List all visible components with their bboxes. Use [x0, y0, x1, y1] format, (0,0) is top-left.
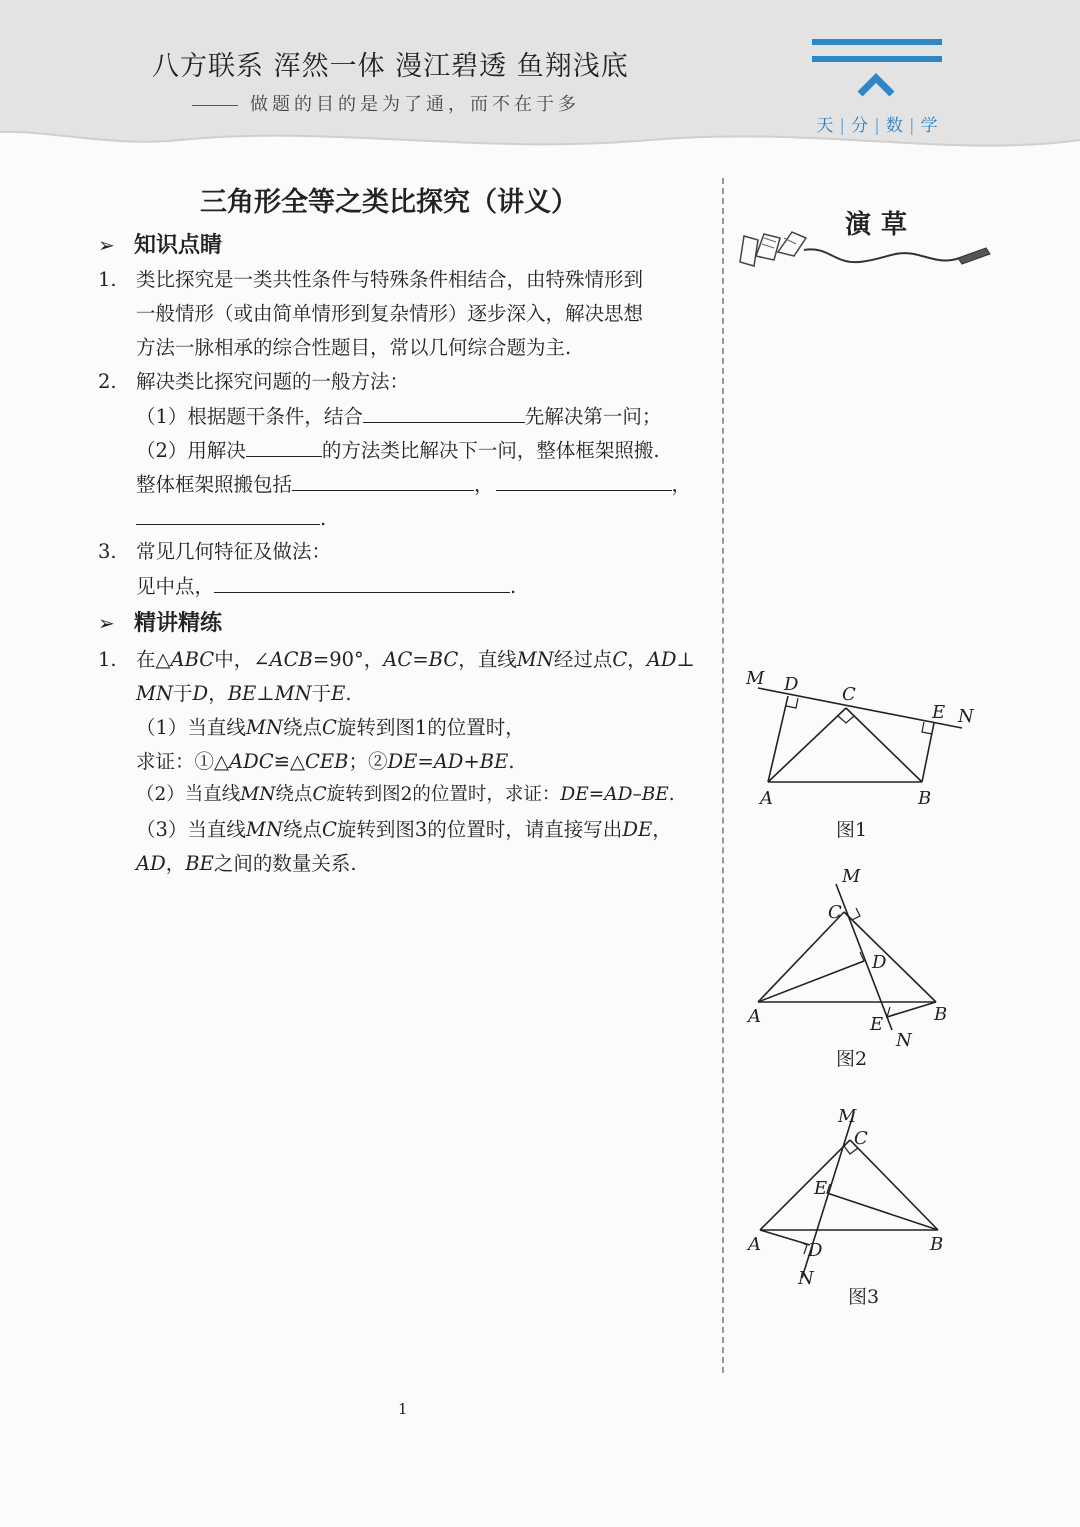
brand-char-3: 数 — [885, 116, 903, 136]
fig1-label-N: N — [958, 706, 974, 727]
fig3-label-A: A — [748, 1234, 761, 1255]
problem-number: 1. — [98, 648, 117, 671]
header-slogan: 八方联系 浑然一体 漫江碧透 鱼翔浅底 — [152, 51, 629, 82]
fig1-label-M: M — [746, 668, 765, 689]
figure-2-caption: 图2 — [836, 1048, 868, 1070]
knowledge-item-1-line-2: 一般情形（或由简单情形到复杂情形）逐步深入，解决思想 — [136, 302, 644, 325]
fig3-label-C: C — [854, 1128, 868, 1149]
problem-line-6: （3）当直线MN绕点C旋转到图3的位置时，请直接写出DE， — [136, 818, 672, 841]
fig1-label-A: A — [760, 788, 773, 809]
problem-line-2: MN于D，BE⊥MN于E. — [136, 682, 352, 705]
fig3-label-E: E — [814, 1178, 828, 1199]
fig2-label-M: M — [842, 866, 861, 887]
fig3-label-N: N — [798, 1268, 814, 1289]
column-divider — [722, 178, 724, 1373]
fig2-label-B: B — [934, 1004, 948, 1025]
figure-1 — [740, 660, 980, 810]
figure-1-caption: 图1 — [836, 819, 868, 841]
knowledge-item-2-p3: 整体框架照搬包括 ， ， — [136, 473, 692, 496]
fig2-label-N: N — [896, 1030, 912, 1051]
fig3-label-B: B — [930, 1234, 944, 1255]
draft-title: 演草 — [845, 210, 918, 240]
knowledge-item-3-number: 3. — [98, 540, 117, 563]
knowledge-item-2-p1: （1）根据题干条件，结合 先解决第一问； — [136, 405, 662, 428]
knowledge-item-3-head: 常见几何特征及做法： — [136, 540, 332, 563]
knowledge-item-3-line: 见中点， . — [136, 575, 517, 598]
motto-text: 做题的目的是为了通，而不在于多 — [250, 94, 580, 115]
fig3-label-D: D — [808, 1240, 823, 1261]
problem-line-3: （1）当直线MN绕点C旋转到图1的位置时， — [136, 716, 525, 739]
fig1-label-E: E — [932, 702, 946, 723]
page-number: 1 — [398, 1400, 408, 1418]
figure-3 — [740, 1100, 960, 1290]
knowledge-item-1-line-1: 类比探究是一类共性条件与特殊条件相结合，由特殊情形到 — [136, 268, 644, 291]
fill-blank[interactable] — [246, 438, 322, 457]
knowledge-item-2-p2: （2）用解决 的方法类比解决下一问，整体框架照搬. — [136, 439, 660, 462]
fill-blank[interactable] — [363, 404, 525, 423]
knowledge-item-2-head: 解决类比探究问题的一般方法： — [136, 370, 410, 393]
brand-char-1: 天 — [816, 116, 834, 136]
fig2-label-C: C — [828, 902, 842, 923]
fill-blank[interactable] — [214, 574, 510, 593]
fill-blank[interactable] — [292, 472, 474, 491]
fig2-label-D: D — [872, 952, 887, 973]
fig2-label-E: E — [870, 1014, 884, 1035]
arrow-icon: ➢ — [98, 233, 115, 257]
fig1-label-B: B — [918, 788, 932, 809]
fill-blank[interactable] — [496, 472, 672, 491]
problem-line-7: AD，BE之间的数量关系. — [136, 852, 357, 875]
knowledge-item-1-line-3: 方法一脉相承的综合性题目，常以几何综合题为主. — [136, 336, 572, 359]
section-practice-label: 精讲精练 — [134, 611, 223, 636]
problem-line-1: 在△ABC中，∠ACB=90°，AC=BC，直线MN经过点C，AD⊥ — [136, 648, 695, 671]
arrow-icon: ➢ — [98, 611, 115, 635]
fig1-label-D: D — [784, 674, 799, 695]
draft-decoration-icon — [734, 226, 996, 274]
header-motto — [192, 90, 580, 116]
problem-line-5: （2）当直线MN绕点C旋转到图2的位置时，求证：DE=AD–BE. — [136, 784, 675, 805]
fig3-label-M: M — [838, 1106, 857, 1127]
section-knowledge — [98, 228, 222, 259]
knowledge-item-2-p4: . — [136, 506, 326, 530]
knowledge-item-1-number: 1. — [98, 268, 117, 291]
fig1-label-C: C — [842, 684, 856, 705]
knowledge-item-2-number: 2. — [98, 370, 117, 393]
brand-name: 天 | 分 | 数 | 学 — [816, 116, 938, 136]
section-practice — [98, 606, 222, 637]
motto-dash — [192, 105, 238, 106]
figure-2 — [740, 862, 960, 1052]
section-knowledge-label: 知识点睛 — [134, 233, 223, 258]
fill-blank[interactable] — [136, 506, 320, 525]
brand-char-2: 分 — [851, 116, 869, 136]
brand-char-4: 学 — [920, 116, 938, 136]
figure-3-caption: 图3 — [848, 1286, 880, 1308]
page-title: 三角形全等之类比探究（讲义） — [200, 187, 578, 218]
fig2-label-A: A — [748, 1006, 761, 1027]
problem-line-4: 求证：①△ADC≌△CEB；②DE=AD+BE. — [136, 750, 515, 773]
